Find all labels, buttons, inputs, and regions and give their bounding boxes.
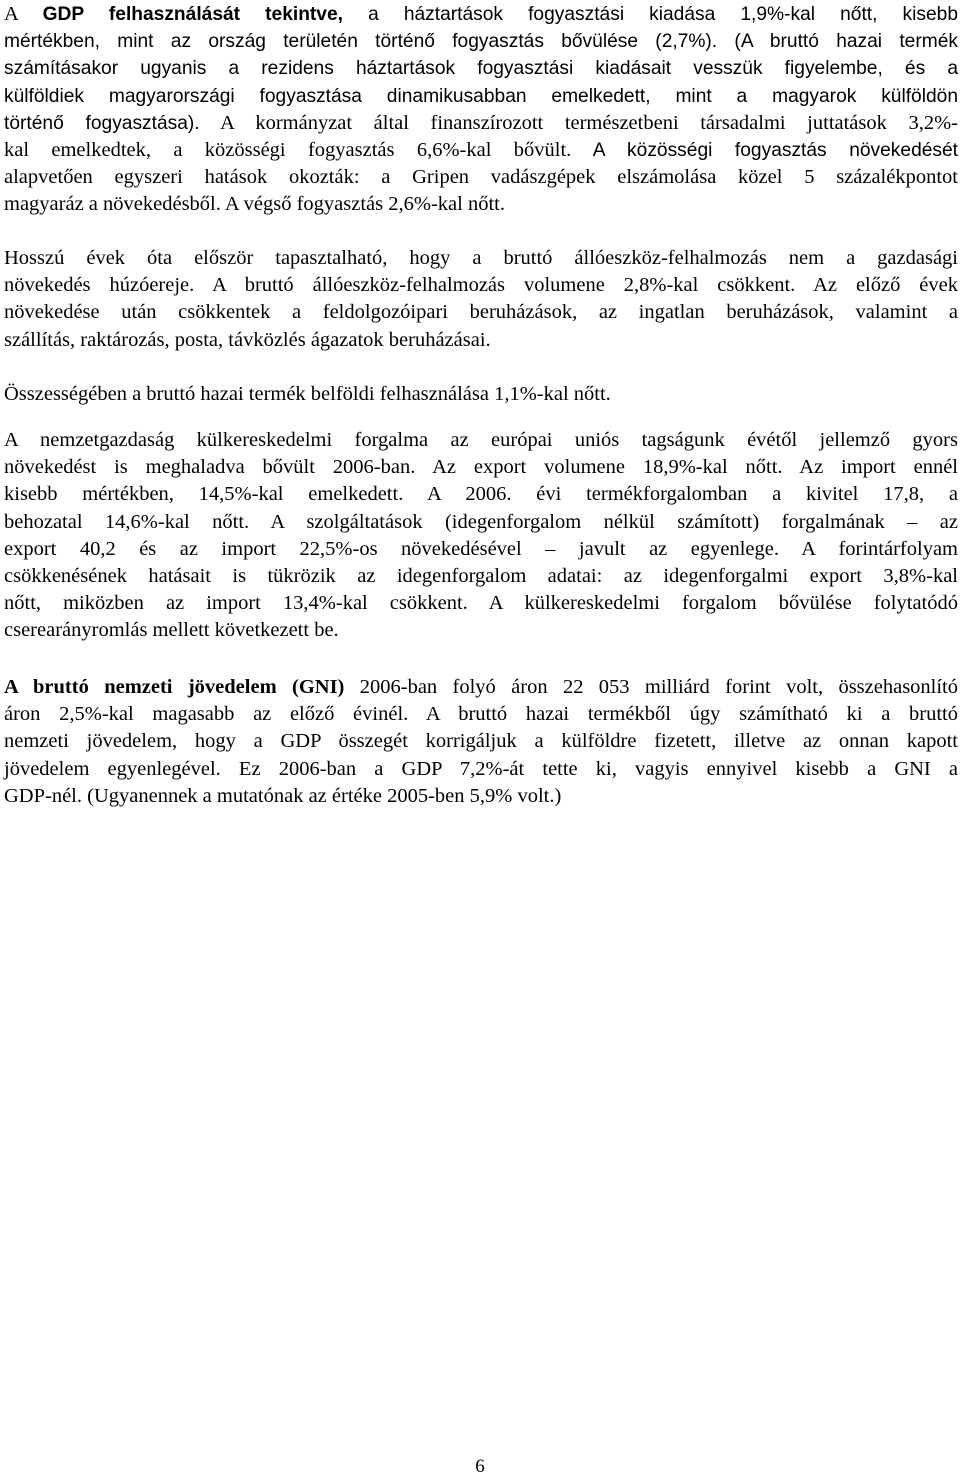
- text-line: növekedés húzóereje. A bruttó állóeszköz-felhalmozás volumene 2,8%-kal csökkent. Az előző évek: [4, 274, 958, 297]
- text-line: jövedelem egyenlegével. Ez 2006-ban a GDP 7,2%-át tette ki, vagyis ennyivel kisebb a GNI a: [4, 757, 958, 780]
- text-line: szállítás, raktározás, posta, távközlés ágazatok beruházásai.: [4, 328, 491, 351]
- text-line: kal emelkedtek, a közösségi fogyasztás 6,6%-kal bővült. A közösségi fogyasztás növekedését: [4, 139, 959, 162]
- text-line: Hosszú évek óta először tapasztalható, hogy a bruttó állóeszköz-felhalmozás nem a gazdasági: [4, 247, 958, 269]
- text-line: mértékben, mint az ország területén történő fogyasztás bővülése (2,7%). (A bruttó hazai termék: [4, 31, 958, 53]
- text-line: magyaráz a növekedésből. A végső fogyasztás 2,6%-kal nőtt.: [4, 193, 505, 216]
- paragraph-domestic-use: [4, 381, 958, 408]
- paragraph-fixed-capital: [4, 245, 958, 354]
- paragraph-foreign-trade: [4, 427, 958, 645]
- text-line: A nemzetgazdaság külkereskedelmi forgalma az európai uniós tagságunk évétől jellemző gyors: [4, 429, 958, 451]
- text-line: alapvetően egyszeri hatások okozták: a Gripen vadászgépek elszámolása közel 5 százalékpontot: [4, 166, 958, 189]
- text-line: kisebb mértékben, 14,5%-kal emelkedett. A 2006. évi termékforgalomban a kivitel 17,8, a: [4, 483, 958, 506]
- text-line: növekedést is meghaladva bővült 2006-ban. Az export volumene 18,9%-kal nőtt. Az import ennél: [4, 456, 958, 479]
- paragraph-gni: [4, 674, 958, 810]
- text-line: csökkenésének hatásait is tükrözik az idegenforgalom adatai: az idegenforgalmi export 3,8%-kal: [4, 565, 958, 588]
- text-line: külföldiek magyarországi fogyasztása dinamikusabban emelkedett, mint a magyarok külföldön: [4, 85, 958, 107]
- text-line: export 40,2 és az import 22,5%-os növekedésével – javult az egyenlege. A forintárfolyam: [4, 537, 958, 560]
- text-line: A GDP felhasználását tekintve, a háztartások fogyasztási kiadása 1,9%-kal nőtt, kisebb: [4, 3, 958, 25]
- text-line: Összességében a bruttó hazai termék belföldi felhasználása 1,1%-kal nőtt.: [4, 383, 611, 405]
- text-line: cserearányromlás mellett következett be.: [4, 619, 339, 642]
- text-line: nemzeti jövedelem, hogy a GDP összegét korrigáljuk a külföldre fizetett, illetve az onnan kapott: [4, 730, 958, 753]
- text-line: GDP-nél. (Ugyanennek a mutatónak az értéke 2005-ben 5,9% volt.): [4, 784, 562, 807]
- text-line: A bruttó nemzeti jövedelem (GNI) 2006-ban folyó áron 22 053 milliárd forint volt, összehasonlító: [4, 676, 959, 698]
- page-number: 6: [475, 1456, 485, 1477]
- paragraph-gdp-consumption: [4, 1, 958, 219]
- text-line: áron 2,5%-kal magasabb az előző évinél. A bruttó hazai termékből úgy számítható ki a bruttó: [4, 703, 958, 726]
- text-line: nőtt, miközben az import 13,4%-kal csökkent. A külkereskedelmi forgalom bővülése folytatódó: [4, 592, 958, 615]
- text-line: növekedése után csökkentek a feldolgozóipari beruházások, az ingatlan beruházások, valamint a: [4, 301, 958, 324]
- text-line: számításakor ugyanis a rezidens háztartások fogyasztási kiadásait vesszük figyelembe, és a: [4, 58, 958, 80]
- text-line: behozatal 14,6%-kal nőtt. A szolgáltatások (idegenforgalom nélkül számított) forgalmának – az: [4, 510, 958, 533]
- text-line: történő fogyasztása). A kormányzat által finanszírozott természetbeni társadalmi juttatások 3,2%-: [4, 111, 958, 134]
